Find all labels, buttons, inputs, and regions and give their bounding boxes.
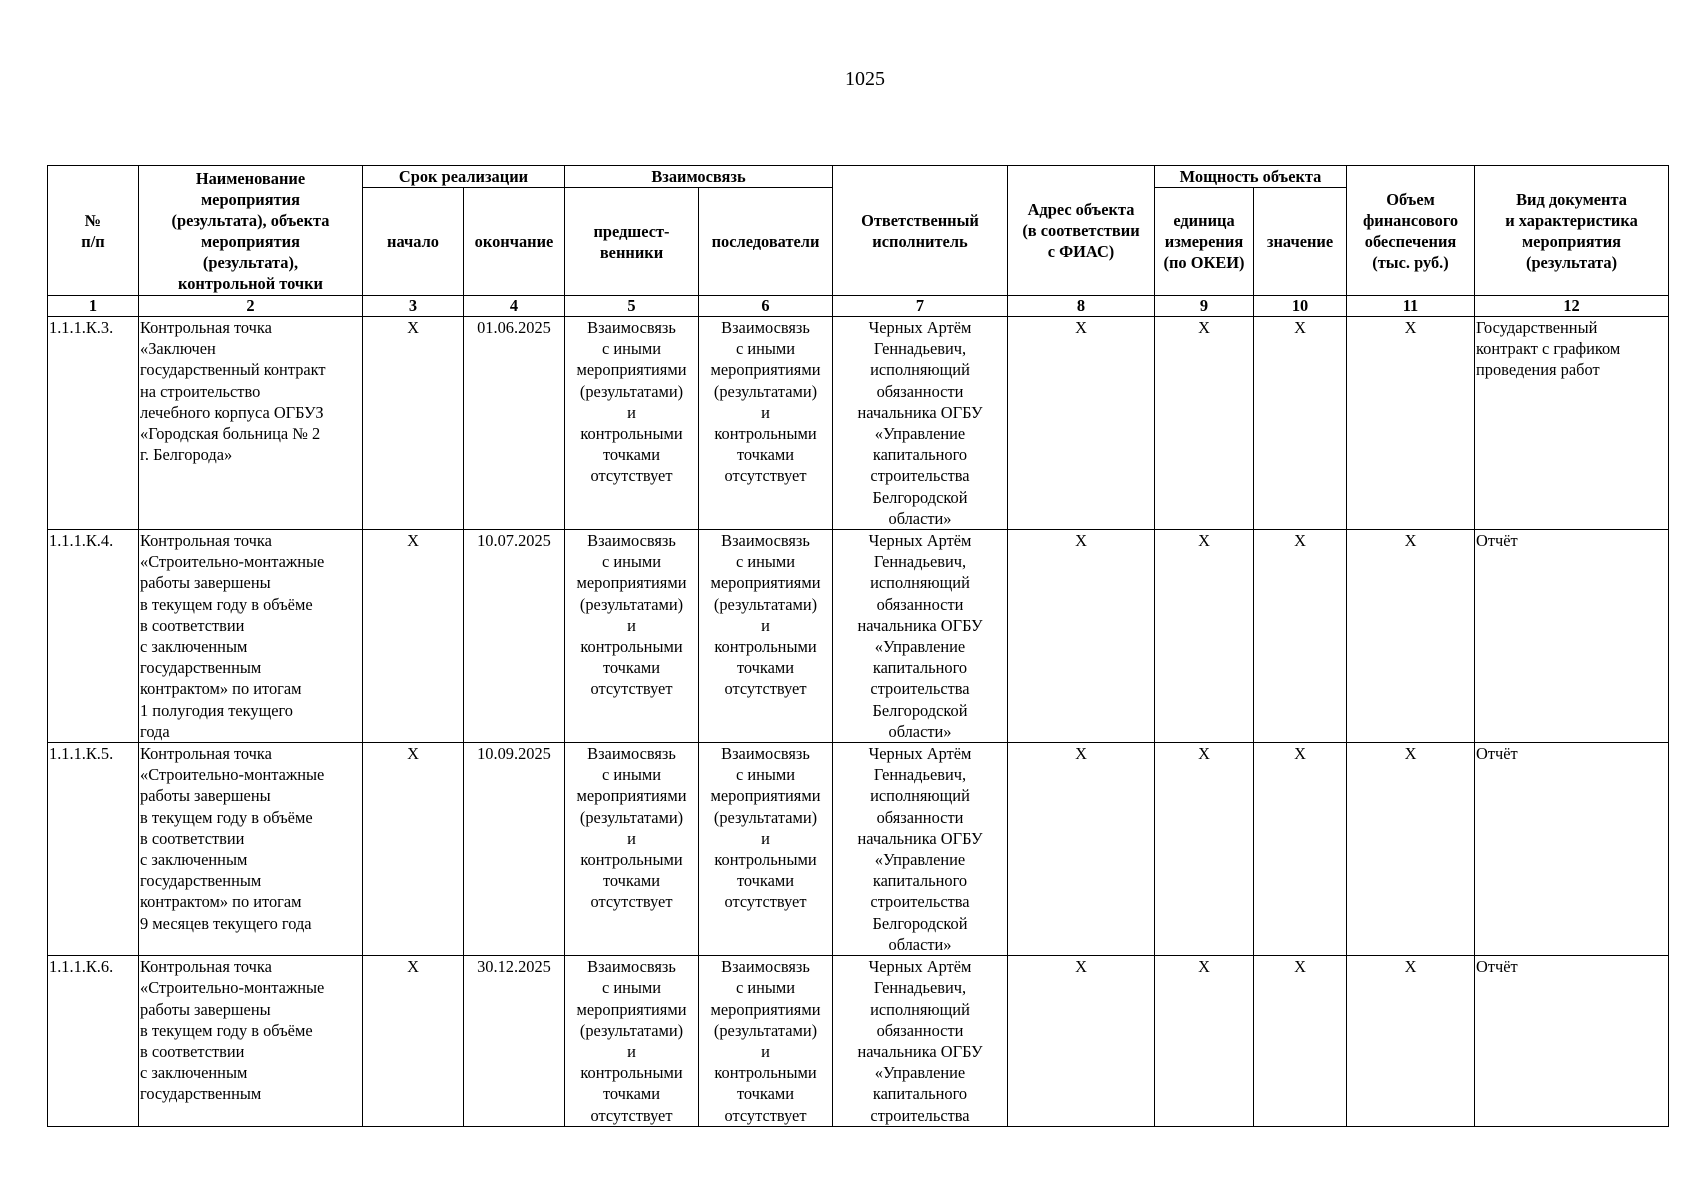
row-successors: Взаимосвязь с иными мероприятиями (результатами) и контрольными точками отсутствует bbox=[699, 743, 833, 956]
row-end: 10.09.2025 bbox=[464, 743, 565, 956]
header-period: Срок реализации bbox=[363, 166, 565, 188]
row-doc-type: Отчёт bbox=[1475, 530, 1669, 743]
row-address: X bbox=[1008, 317, 1155, 530]
row-name: Контрольная точка «Строительно-монтажные работы завершены в текущем году в объёме в соответствии с заключенным государственным контрактом» по итогам 9 месяцев текущего года bbox=[139, 743, 363, 956]
row-number: 1.1.1.К.5. bbox=[48, 743, 139, 956]
row-name: Контрольная точка «Строительно-монтажные работы завершены в текущем году в объёме в соответствии с заключенным государственным bbox=[139, 956, 363, 1127]
row-name: Контрольная точка «Заключен государственный контракт на строительство лечебного корпуса ОГБУЗ «Городская больница № 2 г. Белгорода» bbox=[139, 317, 363, 530]
row-end: 01.06.2025 bbox=[464, 317, 565, 530]
page-number: 1025 bbox=[845, 68, 885, 90]
row-executor: Черных Артём Геннадьевич, исполняющий обязанности начальника ОГБУ «Управление капитального строительства Белгородской области» bbox=[833, 743, 1008, 956]
header-successors: последователи bbox=[699, 188, 833, 296]
column-number: 9 bbox=[1155, 296, 1254, 317]
row-predecessors: Взаимосвязь с иными мероприятиями (результатами) и контрольными точками отсутствует bbox=[565, 743, 699, 956]
column-number: 5 bbox=[565, 296, 699, 317]
column-number: 6 bbox=[699, 296, 833, 317]
row-doc-type: Государственный контракт с графиком проведения работ bbox=[1475, 317, 1669, 530]
row-start: X bbox=[363, 956, 464, 1127]
header-name: Наименование мероприятия (результата), объекта мероприятия (результата), контрольной точки bbox=[139, 166, 363, 296]
row-predecessors: Взаимосвязь с иными мероприятиями (результатами) и контрольными точками отсутствует bbox=[565, 956, 699, 1127]
row-unit: X bbox=[1155, 956, 1254, 1127]
header-funding: Объем финансового обеспечения (тыс. руб.) bbox=[1347, 166, 1475, 296]
row-number: 1.1.1.К.4. bbox=[48, 530, 139, 743]
column-number: 4 bbox=[464, 296, 565, 317]
column-number: 7 bbox=[833, 296, 1008, 317]
header-link: Взаимосвязь bbox=[565, 166, 833, 188]
row-address: X bbox=[1008, 743, 1155, 956]
row-funding: X bbox=[1347, 530, 1475, 743]
header-capacity: Мощность объекта bbox=[1155, 166, 1347, 188]
row-unit: X bbox=[1155, 530, 1254, 743]
header-doc-type: Вид документа и характеристика мероприятия (результата) bbox=[1475, 166, 1669, 296]
row-doc-type: Отчёт bbox=[1475, 743, 1669, 956]
column-number: 8 bbox=[1008, 296, 1155, 317]
header-executor: Ответственный исполнитель bbox=[833, 166, 1008, 296]
header-address: Адрес объекта (в соответствии с ФИАС) bbox=[1008, 166, 1155, 296]
row-unit: X bbox=[1155, 317, 1254, 530]
row-predecessors: Взаимосвязь с иными мероприятиями (результатами) и контрольными точками отсутствует bbox=[565, 317, 699, 530]
column-number: 11 bbox=[1347, 296, 1475, 317]
column-number: 3 bbox=[363, 296, 464, 317]
table-row bbox=[48, 956, 1669, 1127]
row-value: X bbox=[1254, 530, 1347, 743]
row-number: 1.1.1.К.6. bbox=[48, 956, 139, 1127]
header-row-1 bbox=[48, 166, 1669, 188]
row-funding: X bbox=[1347, 743, 1475, 956]
row-end: 30.12.2025 bbox=[464, 956, 565, 1127]
row-doc-type: Отчёт bbox=[1475, 956, 1669, 1127]
row-value: X bbox=[1254, 956, 1347, 1127]
row-start: X bbox=[363, 317, 464, 530]
row-name: Контрольная точка «Строительно-монтажные работы завершены в текущем году в объёме в соответствии с заключенным государственным контрактом» по итогам 1 полугодия текущего года bbox=[139, 530, 363, 743]
column-number-row bbox=[48, 296, 1669, 317]
row-value: X bbox=[1254, 743, 1347, 956]
row-value: X bbox=[1254, 317, 1347, 530]
row-successors: Взаимосвязь с иными мероприятиями (результатами) и контрольными точками отсутствует bbox=[699, 317, 833, 530]
plan-table bbox=[47, 165, 1669, 1127]
column-number: 10 bbox=[1254, 296, 1347, 317]
header-number: № п/п bbox=[48, 166, 139, 296]
row-end: 10.07.2025 bbox=[464, 530, 565, 743]
row-successors: Взаимосвязь с иными мероприятиями (результатами) и контрольными точками отсутствует bbox=[699, 956, 833, 1127]
row-start: X bbox=[363, 743, 464, 956]
row-predecessors: Взаимосвязь с иными мероприятиями (результатами) и контрольными точками отсутствует bbox=[565, 530, 699, 743]
row-funding: X bbox=[1347, 317, 1475, 530]
table-row bbox=[48, 743, 1669, 956]
row-unit: X bbox=[1155, 743, 1254, 956]
row-executor: Черных Артём Геннадьевич, исполняющий обязанности начальника ОГБУ «Управление капитального строительства bbox=[833, 956, 1008, 1127]
row-executor: Черных Артём Геннадьевич, исполняющий обязанности начальника ОГБУ «Управление капитального строительства Белгородской области» bbox=[833, 530, 1008, 743]
table-row bbox=[48, 317, 1669, 530]
column-number: 2 bbox=[139, 296, 363, 317]
header-predecessors: предшест- венники bbox=[565, 188, 699, 296]
row-address: X bbox=[1008, 956, 1155, 1127]
table-row bbox=[48, 530, 1669, 743]
header-end: окончание bbox=[464, 188, 565, 296]
row-number: 1.1.1.К.3. bbox=[48, 317, 139, 530]
row-start: X bbox=[363, 530, 464, 743]
column-number: 1 bbox=[48, 296, 139, 317]
column-number: 12 bbox=[1475, 296, 1669, 317]
row-successors: Взаимосвязь с иными мероприятиями (результатами) и контрольными точками отсутствует bbox=[699, 530, 833, 743]
header-start: начало bbox=[363, 188, 464, 296]
row-address: X bbox=[1008, 530, 1155, 743]
row-executor: Черных Артём Геннадьевич, исполняющий обязанности начальника ОГБУ «Управление капитального строительства Белгородской области» bbox=[833, 317, 1008, 530]
header-unit: единица измерения (по ОКЕИ) bbox=[1155, 188, 1254, 296]
header-value: значение bbox=[1254, 188, 1347, 296]
row-funding: X bbox=[1347, 956, 1475, 1127]
